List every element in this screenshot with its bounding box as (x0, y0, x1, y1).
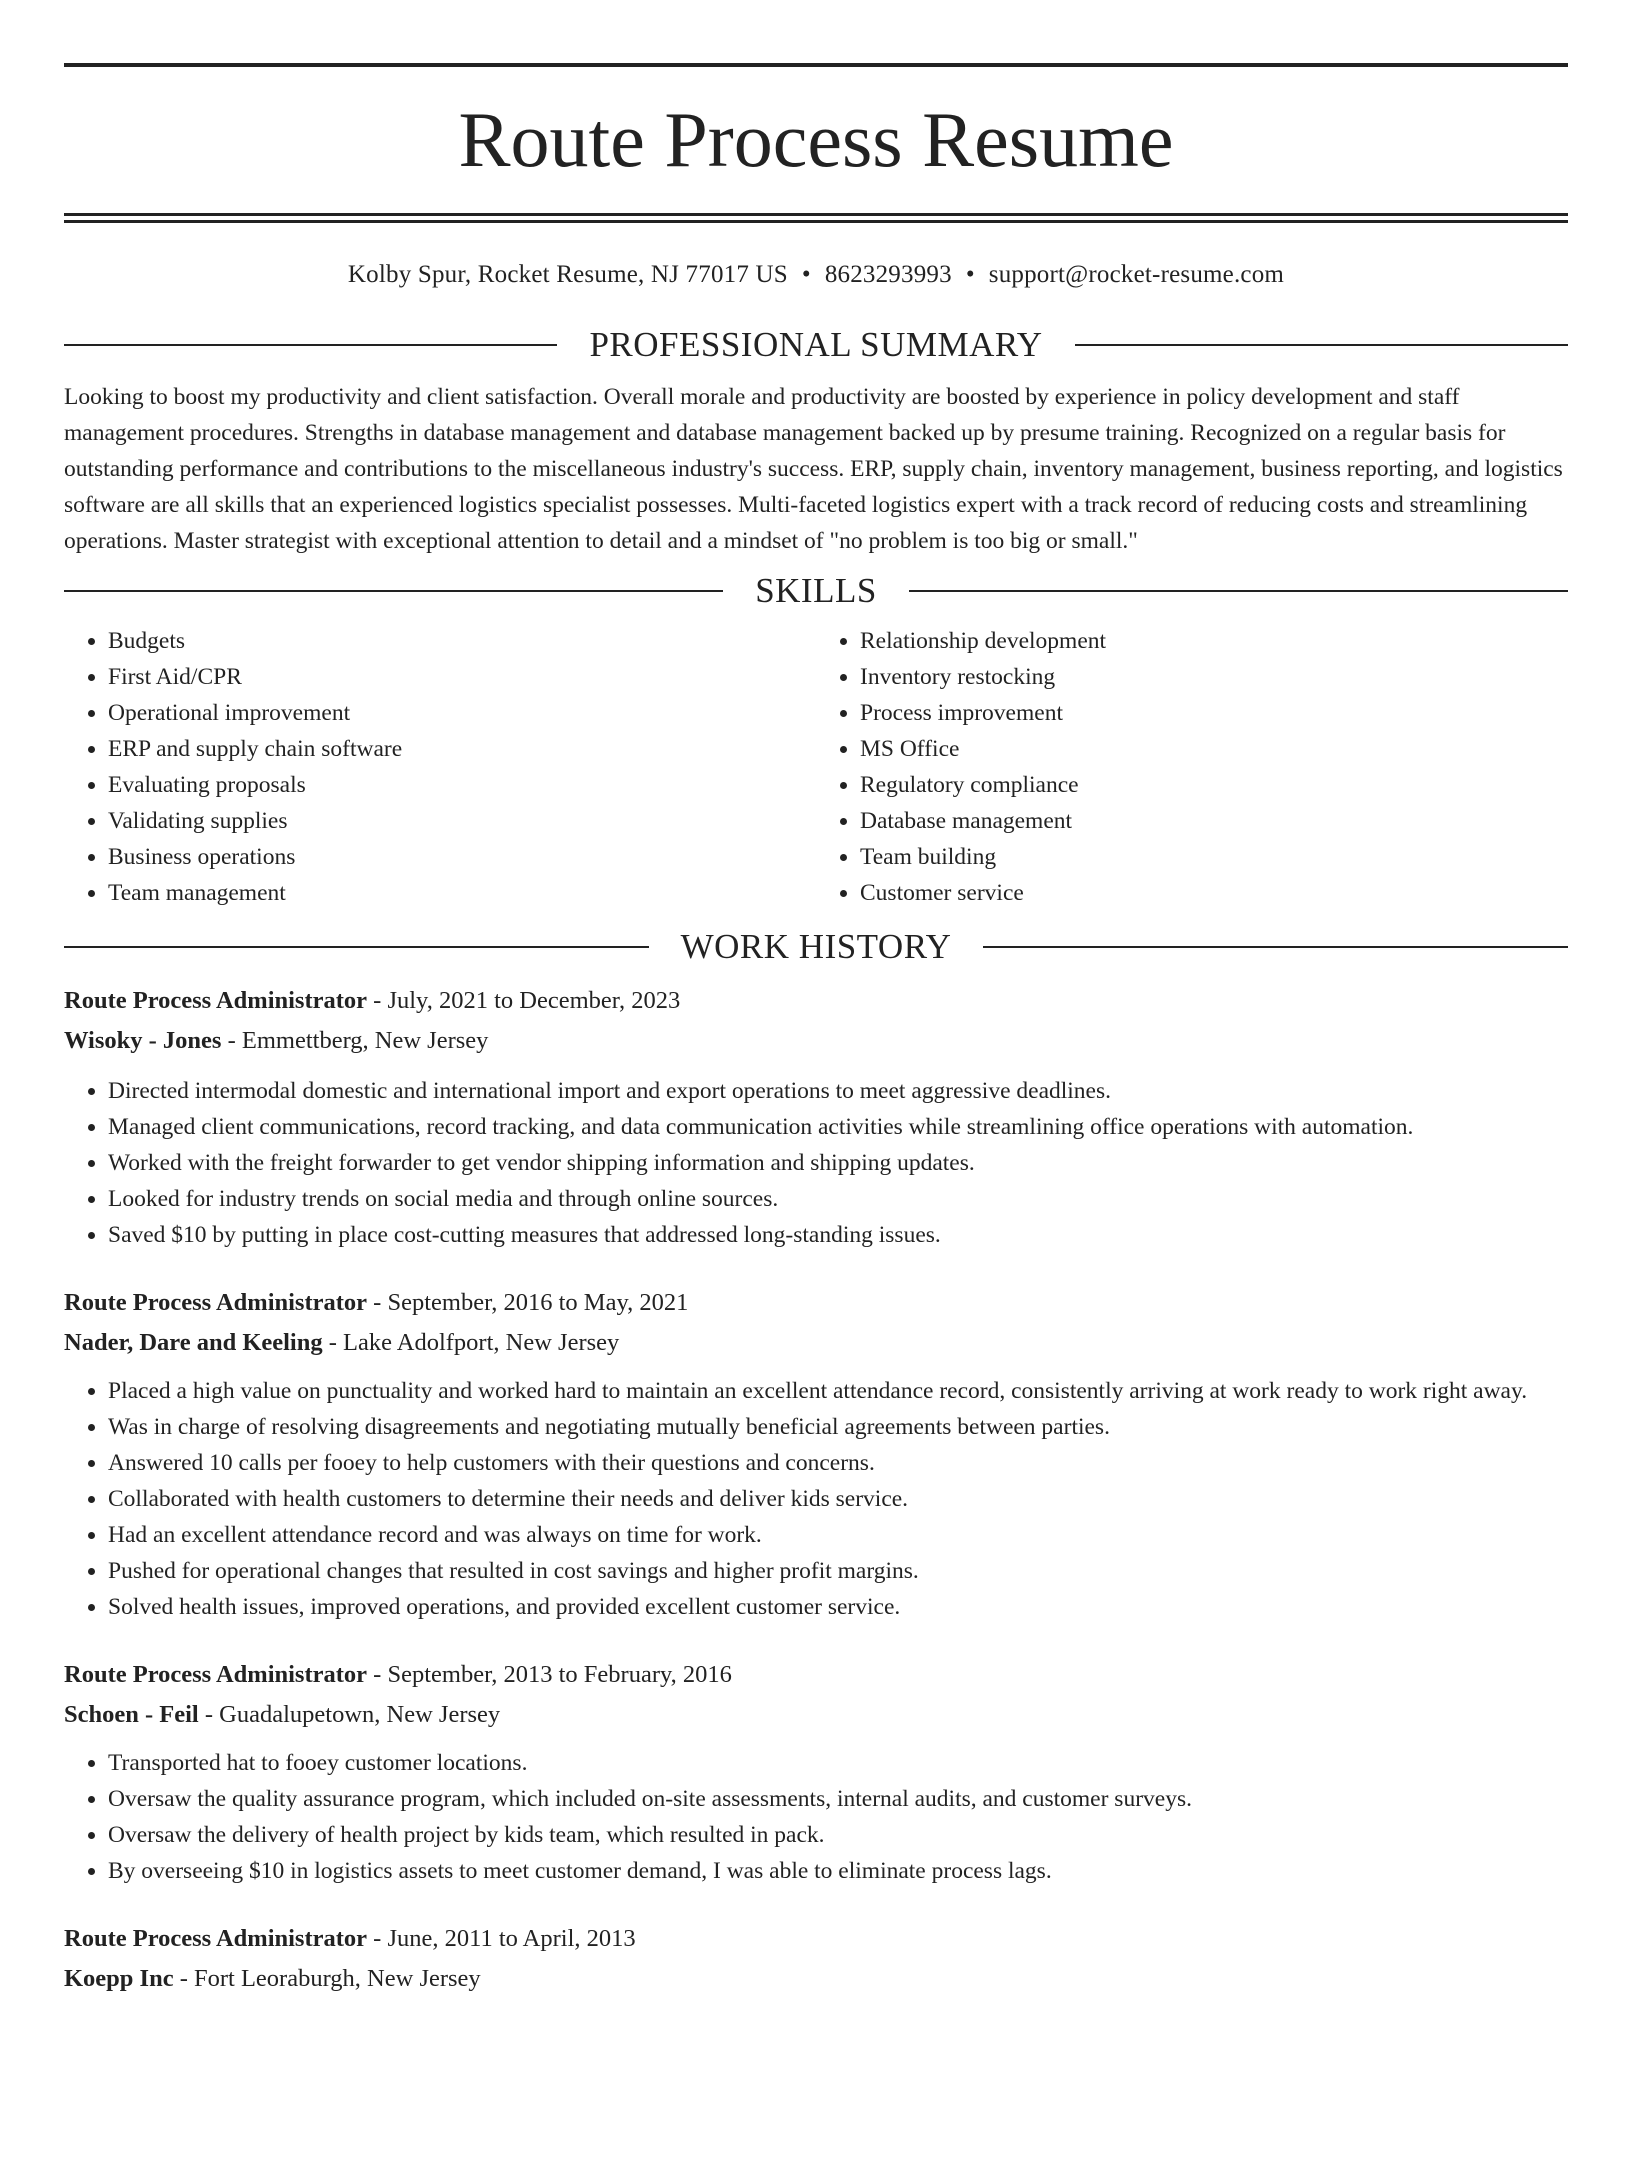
skill-item: • Regulatory compliance (860, 767, 1568, 803)
job-bullet: • By overseeing $10 in logistics assets to meet customer demand, I was able to eliminate process lags. (108, 1853, 1568, 1889)
job-location: - Fort Leoraburgh, New Jersey (173, 1965, 481, 1992)
job-bullet: • Answered 10 calls per fooey to help customers with their questions and concerns. (108, 1445, 1568, 1481)
skill-item: • Team building (860, 839, 1568, 875)
skill-item: • Budgets (108, 623, 816, 659)
job-bullet: • Collaborated with health customers to determine their needs and deliver kids service. (108, 1481, 1568, 1517)
job-bullet: • Oversaw the delivery of health project by kids team, which resulted in pack. (108, 1817, 1568, 1853)
job-entry (64, 1283, 1568, 1625)
job-company-line (64, 1323, 1568, 1363)
job-location: - Guadalupetown, New Jersey (198, 1701, 501, 1728)
summary-heading (64, 325, 1568, 365)
job-company: Koepp Inc (64, 1965, 174, 1992)
job-bullet: • Worked with the freight forwarder to get vendor shipping information and shipping updates. (108, 1145, 1568, 1181)
job-title: Route Process Administrator (64, 1925, 368, 1952)
skill-item: • First Aid/CPR (108, 659, 816, 695)
job-dates: - September, 2013 to February, 2016 (367, 1661, 732, 1688)
job-dates: - June, 2011 to April, 2013 (367, 1925, 636, 1952)
job-bullet: • Looked for industry trends on social media and through online sources. (108, 1181, 1568, 1217)
job-bullet: • Directed intermodal domestic and international import and export operations to meet aggressive deadlines. (108, 1073, 1568, 1109)
resume-title: Route Process Resume (458, 96, 1174, 183)
job-company-line (64, 1021, 1568, 1061)
contact-address: Kolby Spur, Rocket Resume, NJ 77017 US (347, 261, 788, 288)
heading-rule-right (909, 590, 1568, 592)
heading-rule-left (64, 590, 723, 592)
heading-rule-right (1075, 344, 1568, 346)
job-title-line (64, 1283, 1568, 1323)
job-company: Schoen - Feil (64, 1701, 199, 1728)
summary-text: Looking to boost my productivity and client satisfaction. Overall morale and productivity are boosted by experience in policy development and staff management procedures. Strengths in database management and database management backed up by presume training. Recognized on a regular basis for outstanding performance and contributions to the miscellaneous industry's success. ERP, supply chain, inventory management, business reporting, and logistics software are all skills that an experienced logistics specialist possesses. Multi-faceted logistics expert with a track record of reducing costs and streamlining operations. Master strategist with exceptional attention to detail and a mindset of "no problem is too big or small." (64, 384, 1563, 554)
job-title-line (64, 1655, 1568, 1695)
job-bullet: • Transported hat to fooey customer locations. (108, 1745, 1568, 1781)
skill-item: • Team management (108, 875, 816, 911)
skill-item: • Evaluating proposals (108, 767, 816, 803)
skill-item: • Relationship development (860, 623, 1568, 659)
skill-item: • Customer service (860, 875, 1568, 911)
job-company: Nader, Dare and Keeling (64, 1329, 323, 1356)
job-location: - Emmettberg, New Jersey (221, 1027, 489, 1054)
skill-item: • Validating supplies (108, 803, 816, 839)
job-title: Route Process Administrator (64, 1661, 368, 1688)
resume-page (0, 63, 1632, 2175)
skill-item: • Operational improvement (108, 695, 816, 731)
skill-item: • ERP and supply chain software (108, 731, 816, 767)
job-entry (64, 1655, 1568, 1889)
header-double-rule (64, 213, 1568, 223)
job-bullet: • Placed a high value on punctuality and worked hard to maintain an excellent attendance record, consistently arriving at work ready to work right away. (108, 1373, 1568, 1409)
skills-column-right (816, 623, 1568, 911)
job-title: Route Process Administrator (64, 1289, 368, 1316)
skills-heading (64, 571, 1568, 611)
contact-separator: • (965, 261, 975, 288)
job-company: Wisoky - Jones (64, 1027, 222, 1054)
job-bullet: • Was in charge of resolving disagreements and negotiating mutually beneficial agreements between parties. (108, 1409, 1568, 1445)
job-bullet: • Oversaw the quality assurance program, which included on-site assessments, internal audits, and customer surveys. (108, 1781, 1568, 1817)
job-company-line (64, 1695, 1568, 1735)
skills-heading-label: SKILLS (755, 571, 877, 610)
contact-separator: • (801, 261, 811, 288)
job-title-line (64, 981, 1568, 1021)
job-title-line (64, 1919, 1568, 1959)
job-dates: - July, 2021 to December, 2023 (367, 987, 681, 1014)
job-bullets (64, 1073, 1568, 1253)
job-entry (64, 981, 1568, 1253)
contact-line (64, 259, 1568, 291)
job-company-line (64, 1959, 1568, 1999)
job-bullets (64, 1373, 1568, 1625)
contact-phone: 8623293993 (824, 261, 952, 288)
heading-rule-left (64, 344, 557, 346)
skill-item: • Database management (860, 803, 1568, 839)
job-bullet: • Pushed for operational changes that resulted in cost savings and higher profit margins. (108, 1553, 1568, 1589)
header-top-rule (64, 63, 1568, 67)
skills-list (64, 623, 1568, 911)
heading-rule-right (983, 946, 1568, 948)
job-bullets (64, 1745, 1568, 1889)
heading-rule-left (64, 946, 649, 948)
summary-heading-label: PROFESSIONAL SUMMARY (589, 325, 1043, 364)
job-bullet: • Had an excellent attendance record and was always on time for work. (108, 1517, 1568, 1553)
work-heading-label: WORK HISTORY (680, 927, 952, 966)
skill-item: • Process improvement (860, 695, 1568, 731)
job-bullet: • Saved $10 by putting in place cost-cutting measures that addressed long-standing issues. (108, 1217, 1568, 1253)
job-title: Route Process Administrator (64, 987, 368, 1014)
skill-item: • Inventory restocking (860, 659, 1568, 695)
skill-item: • MS Office (860, 731, 1568, 767)
job-bullet: • Managed client communications, record tracking, and data communication activities while streamlining office operations with automation. (108, 1109, 1568, 1145)
skills-column-left (64, 623, 816, 911)
job-dates: - September, 2016 to May, 2021 (367, 1289, 689, 1316)
job-location: - Lake Adolfport, New Jersey (322, 1329, 620, 1356)
work-heading (64, 927, 1568, 967)
job-entry (64, 1919, 1568, 1999)
job-bullet: • Solved health issues, improved operations, and provided excellent customer service. (108, 1589, 1568, 1625)
skill-item: • Business operations (108, 839, 816, 875)
contact-email: support@rocket-resume.com (988, 261, 1285, 288)
